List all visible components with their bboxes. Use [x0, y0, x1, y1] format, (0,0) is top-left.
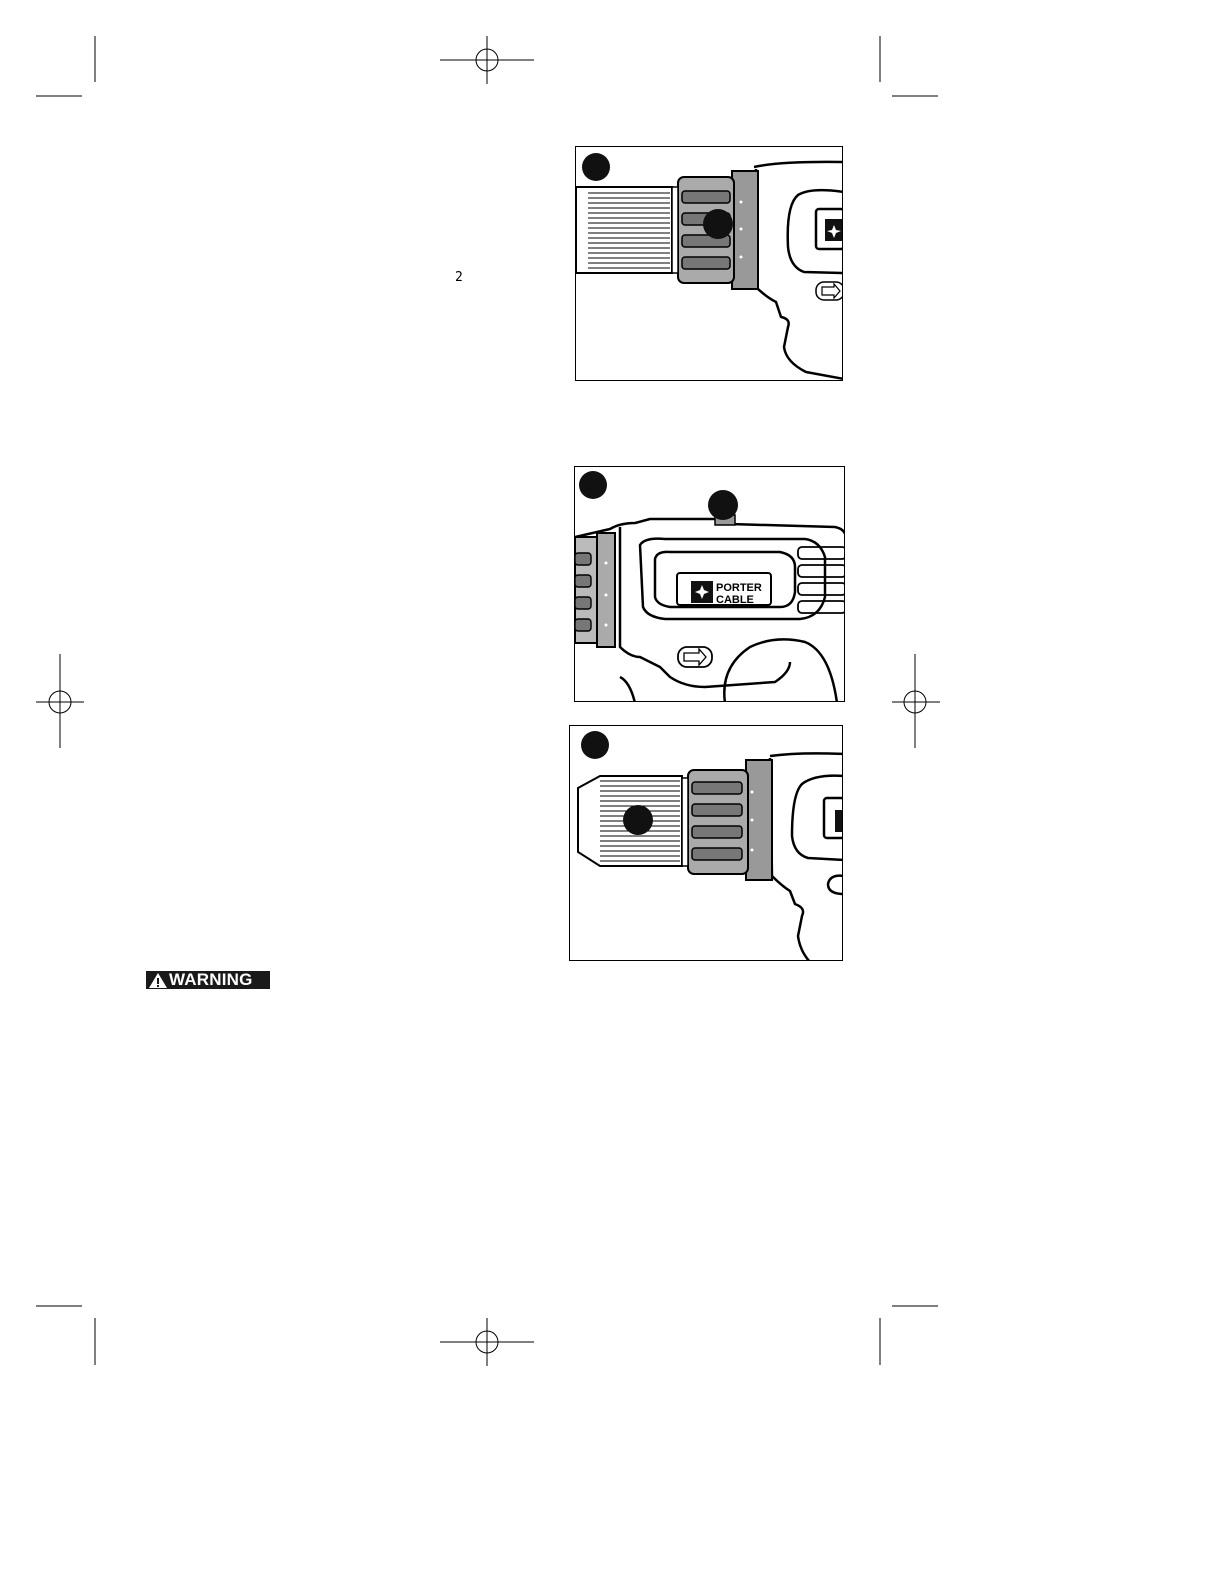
warning-triangle-icon	[148, 972, 168, 989]
logo-text-line-1: PORTER	[716, 582, 762, 594]
warning-label: WARNING	[169, 970, 253, 989]
drill-body-illustration	[575, 467, 845, 702]
figure-chuck-collar	[575, 146, 843, 381]
drill-chuck-illustration	[570, 726, 843, 961]
warning-badge	[146, 971, 270, 989]
callout-marker	[582, 153, 610, 181]
drill-chuck-illustration	[576, 147, 843, 381]
figure-drill-top	[574, 466, 845, 702]
callout-marker	[703, 209, 733, 239]
logo-text-line-2: CABLE	[716, 594, 754, 606]
stray-glyph: 2	[455, 270, 463, 285]
callout-marker	[623, 805, 653, 835]
callout-marker	[581, 731, 609, 759]
callout-marker	[579, 471, 607, 499]
callout-marker	[708, 490, 738, 520]
figure-chuck-sleeve	[569, 725, 843, 961]
